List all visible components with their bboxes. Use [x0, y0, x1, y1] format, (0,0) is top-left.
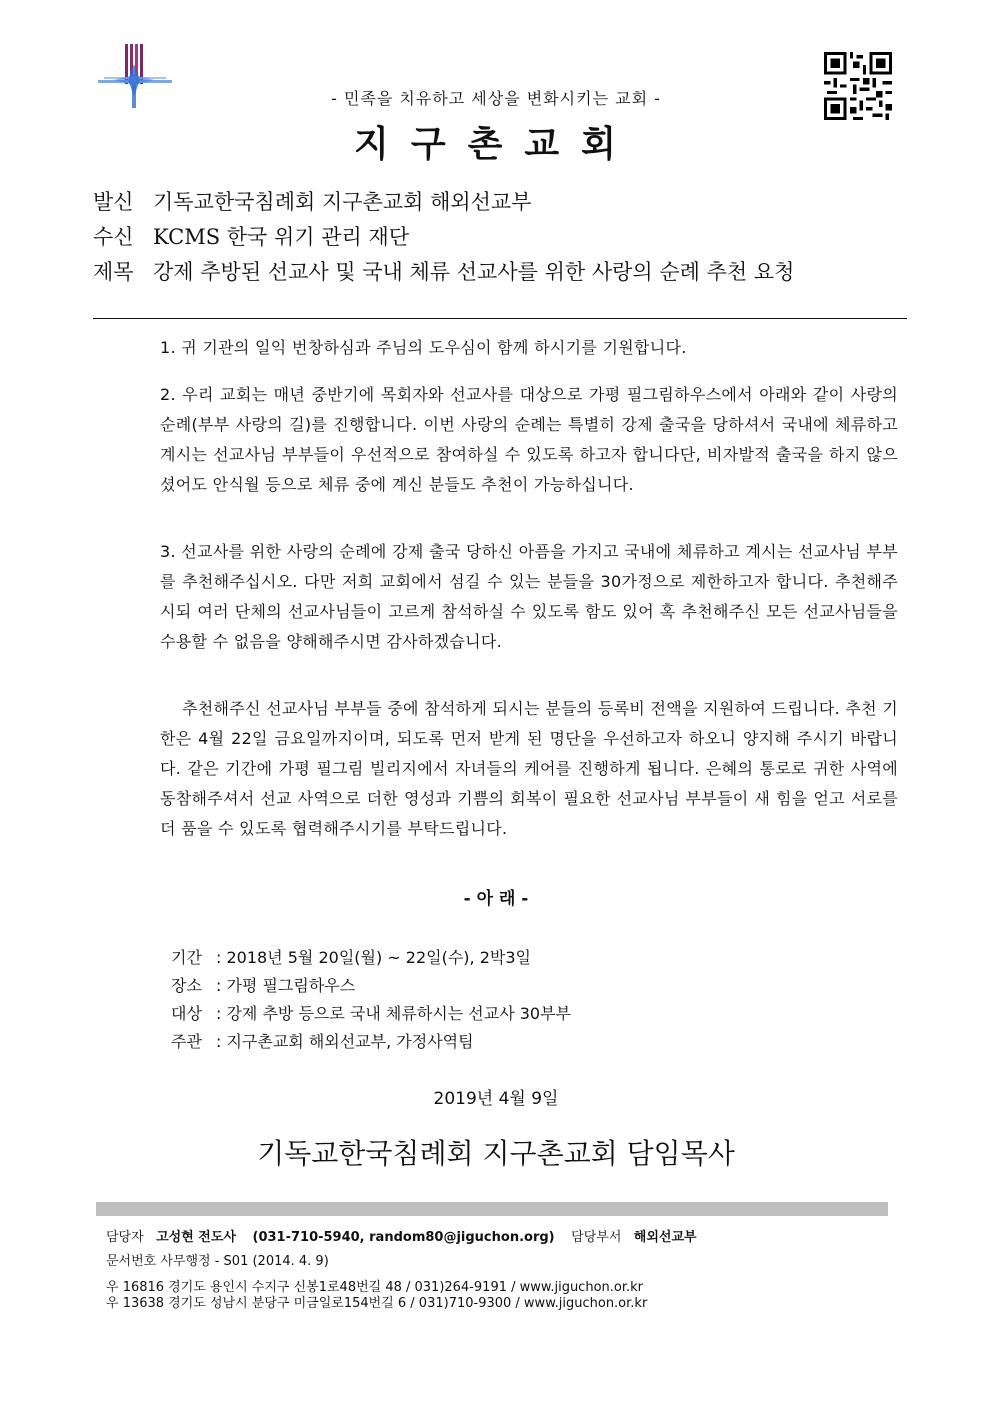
dept-label: 담당부서 [571, 1230, 622, 1245]
footer-doc-number: 문서번호 사무행정 - S01 (2014. 4. 9) [106, 1254, 329, 1269]
detail-label: 장소 [171, 976, 202, 995]
header-divider [93, 318, 907, 319]
footer-address-2: 우 13638 경기도 성남시 분당구 미금일로154번길 6 / 031)710-9300 / www.jiguchon.or.kr [106, 1296, 648, 1311]
dept-value: 해외선교부 [633, 1230, 697, 1245]
detail-value: : 강제 추방 등으로 국내 체류하시는 선교사 30부부 [216, 1004, 572, 1023]
contact-info: (031-710-5940, random80@jiguchon.org) [252, 1230, 555, 1245]
body-paragraph-4: 추천해주신 선교사님 부부들 중에 참석하게 되시는 분들의 등록비 전액을 지원하여 드립니다. 추천 기한은 4월 22일 금요일까지이며, 되도록 먼저 받게 된 명단을 우선하고자 하오니 양지해 주시기 바랍니다. 같은 기간에 가평 필그림 빌리지에서 자녀들의 케어를 진행하게 됩니다. 은혜의 통로로 귀한 사역에 동참해주셔서 선교 사역으로 더한 영성과 기쁨의 회복이 필요한 선교사님 부부들이 새 힘을 얻고 서로를 더 품을 수 있도록 협력해주시기를 부탁드립니다. [160, 699, 899, 838]
detail-value: : 가평 필그림하우스 [216, 976, 356, 995]
document-date: 2019년 4월 9일 [433, 1089, 559, 1109]
detail-row [171, 1001, 571, 1024]
sender-value: 기독교한국침례회 지구촌교회 해외선교부 [153, 190, 532, 214]
sender-line [93, 186, 532, 216]
detail-value: : 2018년 5월 20일(월) ~ 22일(수), 2박3일 [216, 948, 531, 967]
footer-address-1: 우 16816 경기도 용인시 수지구 신봉1로48번길 48 / 031)264-9191 / www.jiguchon.or.kr [106, 1280, 644, 1295]
detail-row [171, 973, 355, 996]
signature-line: 기독교한국침례회 지구촌교회 담임목사 [257, 1137, 735, 1170]
receiver-label: 수신 [93, 225, 134, 249]
receiver-line [93, 221, 409, 251]
detail-label: 기간 [171, 948, 202, 967]
body-paragraph-3: 3. 선교사를 위한 사랑의 순례에 강제 출국 당하신 아픔을 가지고 국내에 체류하고 계시는 선교사님 부부를 추천해주십시오. 다만 저희 교회에서 섬길 수 있는 분들을 30가정으로 제한하고자 합니다. 추천해주시되 여러 단체의 선교사님들이 고르게 참석하실 수 있도록 함도 있어 혹 추천해주신 모든 선교사님들을 수용할 수 없음을 양해해주시면 감사하겠습니다. [160, 542, 898, 651]
body-paragraph-1: 1. 귀 기관의 일익 번창하심과 주님의 도우심이 함께 하시기를 기원합니다. [160, 338, 687, 357]
details-heading: - 아 래 - [463, 889, 529, 909]
subject-label: 제목 [93, 260, 134, 284]
contact-name: 고성현 전도사 [156, 1230, 236, 1245]
detail-label: 주관 [171, 1032, 202, 1051]
body-paragraph-2: 2. 우리 교회는 매년 중반기에 목회자와 선교사를 대상으로 가평 필그림하우스에서 아래와 같이 사랑의 순례(부부 사랑의 길)를 진행합니다. 이번 사랑의 순례는 특별히 강제 출국을 당하셔서 국내에 체류하고 계시는 선교사님 부부들이 우선적으로 참여하실 수 있도록 하고자 합니다단, 비자발적 출국을 하지 않으셨어도 안식월 등으로 체류 중에 계신 분들도 추천이 가능하십니다. [160, 385, 898, 494]
receiver-value: KCMS 한국 위기 관리 재단 [153, 225, 410, 249]
detail-row [171, 945, 531, 968]
footer-contact-line [106, 1226, 697, 1245]
subject-value: 강제 추방된 선교사 및 국내 체류 선교사를 위한 사랑의 순례 추천 요청 [153, 260, 795, 284]
footer-divider-bar [96, 1202, 888, 1216]
contact-label: 담당자 [106, 1230, 144, 1245]
detail-row [171, 1029, 474, 1052]
church-slogan: - 민족을 치유하고 세상을 변화시키는 교회 - [331, 89, 661, 108]
church-name-title: 지구촌교회 [354, 124, 638, 165]
detail-value: : 지구촌교회 해외선교부, 가정사역팀 [216, 1032, 474, 1051]
detail-label: 대상 [171, 1004, 202, 1023]
sender-label: 발신 [93, 190, 134, 214]
subject-line [93, 256, 794, 286]
